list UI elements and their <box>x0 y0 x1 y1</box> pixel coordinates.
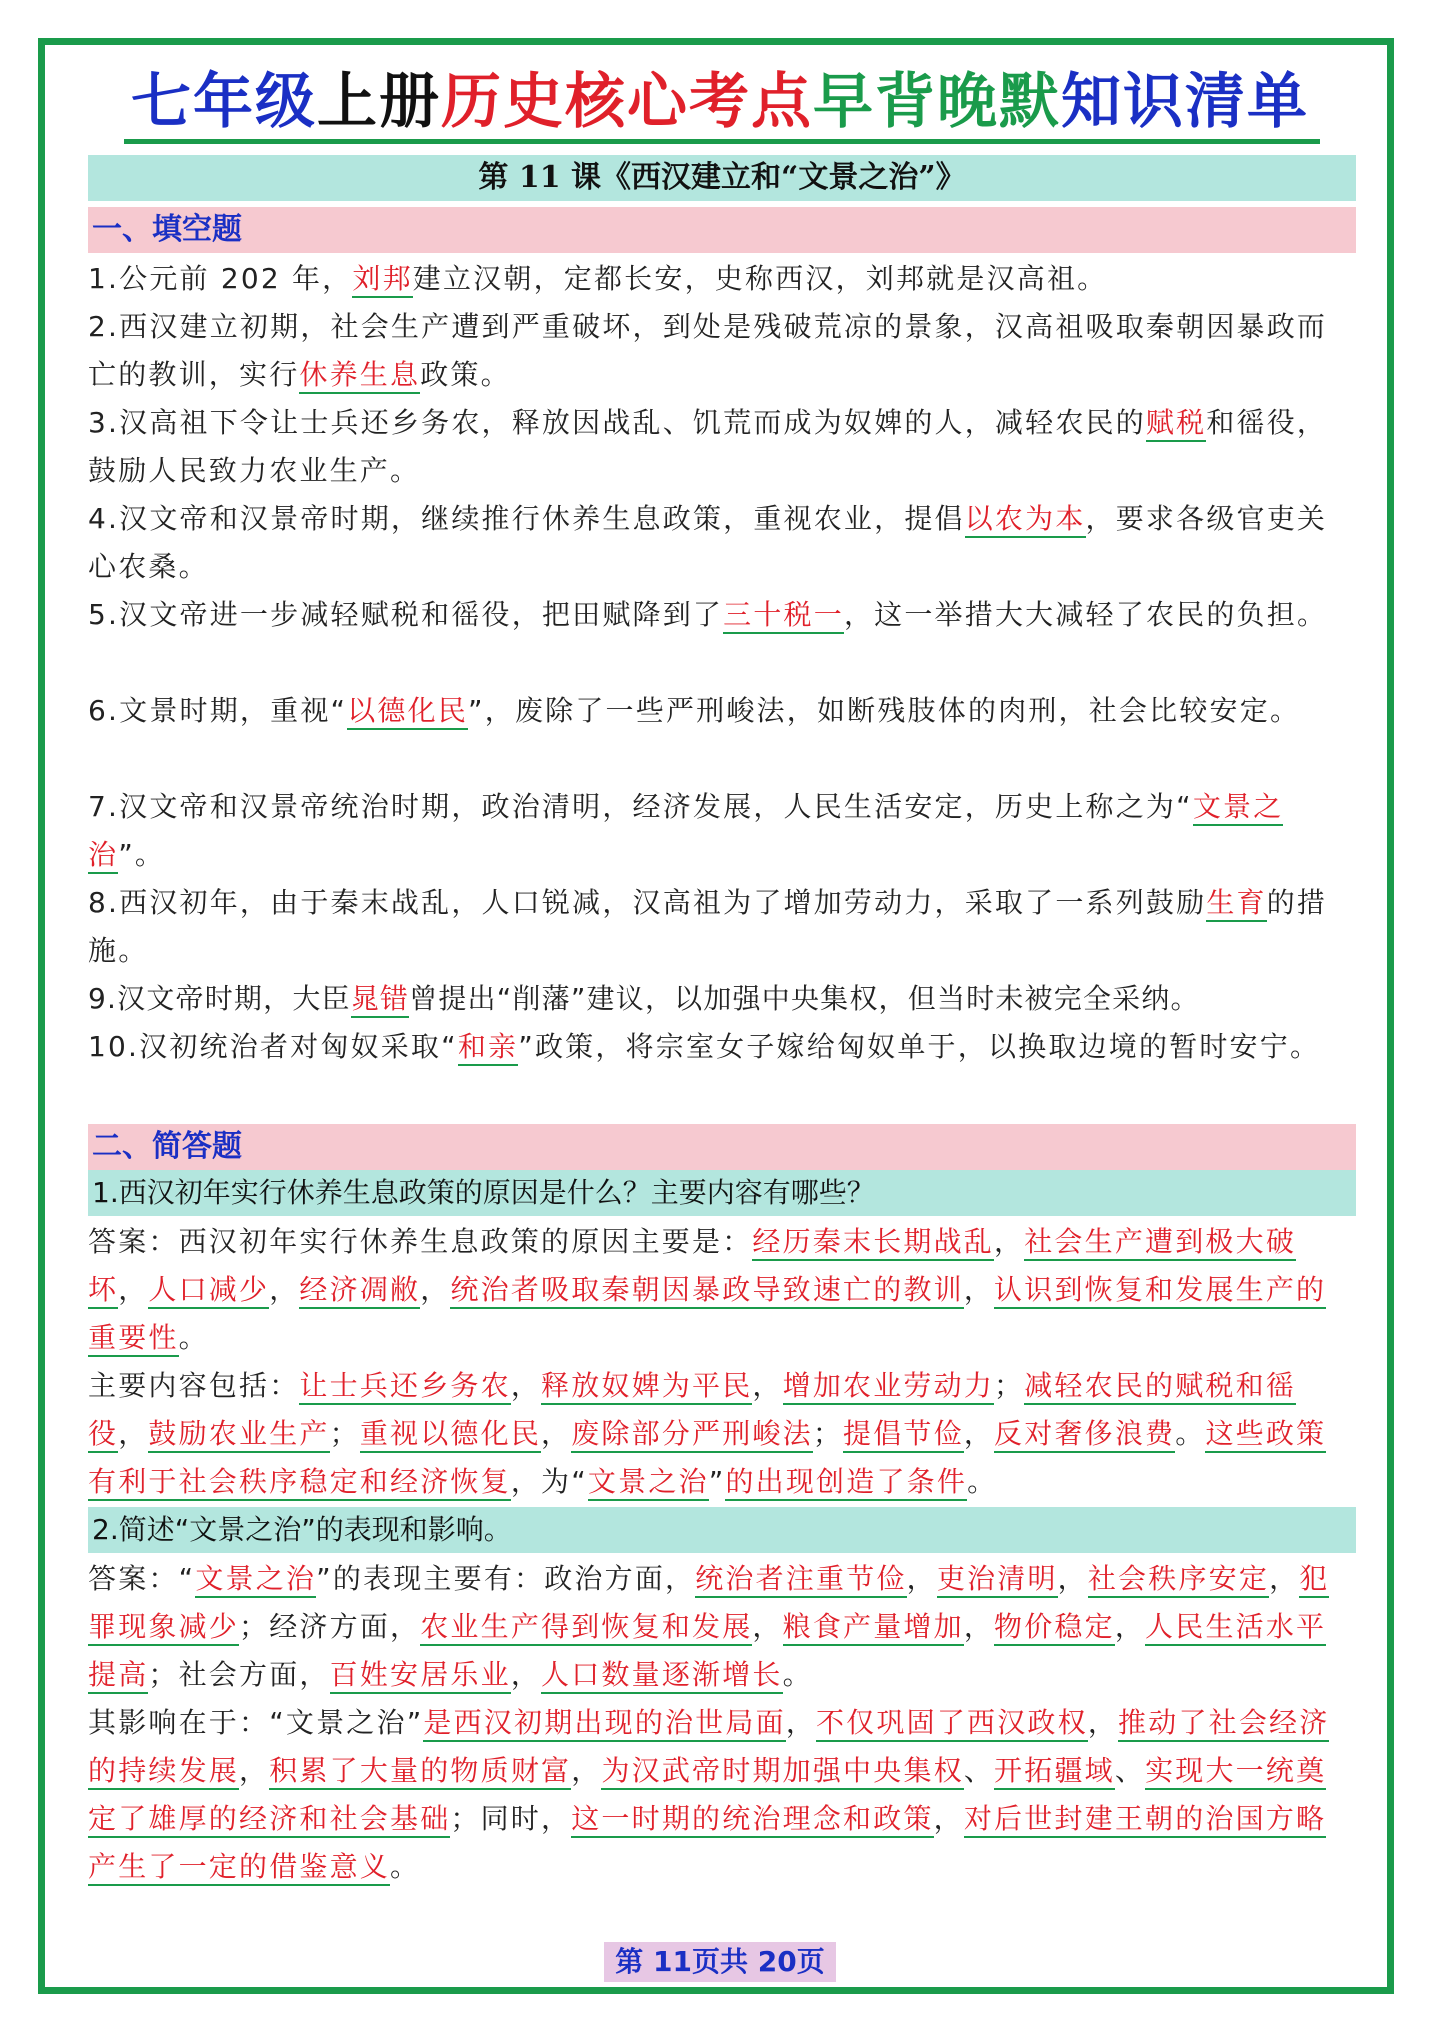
answer-point: 社会生产遭到极大破坏 <box>88 1225 1296 1309</box>
item-text: 3.汉高祖下令让士兵还乡务农，释放因战乱、饥荒而成为奴婢的人，减轻农民的 <box>88 406 1146 439</box>
section-heading-fill-blank: 一、填空题 <box>88 207 1356 253</box>
answer-point: 物价稳定 <box>994 1610 1115 1646</box>
answer-text: ；社会方面， <box>148 1658 330 1691</box>
answer-point: 鼓励农业生产 <box>148 1417 329 1453</box>
answer-point: 犯罪现象减少 <box>88 1562 1329 1646</box>
answer-point: 增加农业劳动力 <box>783 1369 994 1405</box>
section-heading-short-answer: 二、简答题 <box>88 1124 1356 1170</box>
answer-point: 统治者吸取秦朝因暴政导致速亡的教训 <box>450 1273 963 1309</box>
item-text: ”，废除了一些严刑峻法，如断残肢体的肉刑，社会比较安定。 <box>468 694 1301 727</box>
answer-point: 重视以德化民 <box>360 1417 541 1453</box>
item-answer: 晁错 <box>351 982 409 1018</box>
answer-point: 不仅巩固了西汉政权 <box>816 1706 1088 1742</box>
fill-item-7 <box>88 783 1356 879</box>
item-text: 8.西汉初年，由于秦末战乱，人口锐减，汉高祖为了增加劳动力，采取了一系列鼓励 <box>88 886 1207 919</box>
answer-point: 释放奴婢为平民 <box>541 1369 752 1405</box>
answer-point: 为汉武帝时期加强中央集权 <box>601 1754 963 1790</box>
item-text: ，要求各级官吏关心农桑。 <box>88 502 1328 583</box>
answer-text: 答案：西汉初年实行休养生息政策的原因主要是： <box>88 1225 753 1258</box>
answer-point: 人口数量逐渐增长 <box>541 1658 783 1694</box>
item-text: ”政策，将宗室女子嫁给匈奴单于，以换取边境的暂时安宁。 <box>518 1030 1321 1063</box>
item-text: 5.汉文帝进一步减轻赋税和徭役，把田赋降到了 <box>88 598 724 631</box>
answer-1-reasons: 答案：西汉初年实行休养生息政策的原因主要是：经历秦末长期战乱，社会生产遭到极大破坏，人口减少，经济凋敝，统治者吸取秦朝因暴政导致速亡的教训，认识到恢复和发展生产的重要性。 <box>88 1218 1356 1362</box>
answer-point: 这些政策有利于社会秩序稳定和经济恢复 <box>88 1417 1326 1501</box>
answer-point: 吏治清明 <box>937 1562 1058 1598</box>
question-1: 1.西汉初年实行休养生息政策的原因是什么？主要内容有哪些？ <box>88 1170 1356 1216</box>
fill-item-2 <box>88 303 1356 399</box>
item-answer: 以农为本 <box>965 502 1086 538</box>
item-text: 9.汉文帝时期，大臣 <box>88 982 351 1015</box>
answer-2-manifestations: 答案：“文景之治”的表现主要有：政治方面，统治者注重节俭，吏治清明，社会秩序安定，犯罪现象减少；经济方面，农业生产得到恢复和发展，粮食产量增加，物价稳定，人民生活水平提高；社会方面，百姓安居乐业，人口数量逐渐增长。 <box>88 1555 1356 1699</box>
answer-point: 文景之治 <box>588 1465 709 1501</box>
lesson-title: 第 11 课《西汉建立和“文景之治”》 <box>88 155 1356 201</box>
fill-item-5 <box>88 591 1356 639</box>
item-answer: 和亲 <box>458 1030 518 1066</box>
item-text: 7.汉文帝和汉景帝统治时期，政治清明，经济发展，人民生活安定，历史上称之为“ <box>88 790 1193 823</box>
item-text: 建立汉朝，定都长安，史称西汉，刘邦就是汉高祖。 <box>412 262 1108 295</box>
item-answer: 生育 <box>1206 886 1266 922</box>
answer-text: 答案：“ <box>88 1562 196 1595</box>
question-2: 2.简述“文景之治”的表现和影响。 <box>88 1507 1356 1553</box>
answer-point: 这一时期的统治理念和政策 <box>571 1802 933 1838</box>
item-text: 10.汉初统治者对匈奴采取“ <box>88 1030 458 1063</box>
answer-point: 提倡节俭 <box>843 1417 964 1453</box>
answer-point: 反对奢侈浪费 <box>994 1417 1175 1453</box>
answer-point: 开拓疆域 <box>994 1754 1115 1790</box>
answer-text: 其影响在于：“文景之治” <box>88 1706 424 1739</box>
item-text: 1.公元前 202 年， <box>88 262 353 295</box>
answer-point: 人口减少 <box>148 1273 269 1309</box>
fill-item-9 <box>88 975 1356 1023</box>
item-answer: 刘邦 <box>352 262 412 298</box>
fill-item-6 <box>88 687 1356 735</box>
title-underline <box>124 139 1320 144</box>
item-text: ，这一举措大大减轻了农民的负担。 <box>843 598 1328 631</box>
item-answer: 文景之治 <box>88 790 1283 874</box>
title-part-5: 知识清单 <box>1061 67 1309 137</box>
title-part-3: 历史核心考点 <box>441 67 813 137</box>
item-text: 曾提出“削藩”建议，以加强中央集权，但当时未被完全采纳。 <box>409 982 1200 1015</box>
answer-2-influence: 其影响在于：“文景之治”是西汉初期出现的治世局面，不仅巩固了西汉政权，推动了社会经济的持续发展，积累了大量的物质财富，为汉武帝时期加强中央集权、开拓疆域、实现大一统奠定了雄厚的经济和社会基础；同时，这一时期的统治理念和政策，对后世封建王朝的治国方略产生了一定的借鉴意义。 <box>88 1699 1356 1891</box>
answer-point: 的出现创造了条件 <box>725 1465 967 1501</box>
item-text: 政策。 <box>420 358 511 391</box>
fill-item-10 <box>88 1023 1356 1071</box>
fill-item-4 <box>88 495 1356 591</box>
answer-point: 粮食产量增加 <box>783 1610 964 1646</box>
answer-point: 积累了大量的物质财富 <box>269 1754 571 1790</box>
item-answer: 以德化民 <box>347 694 468 730</box>
item-text: 4.汉文帝和汉景帝时期，继续推行休养生息政策，重视农业，提倡 <box>88 502 965 535</box>
answer-text: ”的表现主要有：政治方面， <box>316 1562 696 1595</box>
answer-text: ；同时， <box>450 1802 572 1835</box>
answer-point: 认识到恢复和发展生产的重要性 <box>88 1273 1326 1357</box>
answer-point: 农业生产得到恢复和发展 <box>420 1610 752 1646</box>
page-number: 第 11页共 20页 <box>604 1942 836 1982</box>
answer-point: 实现大一统奠定了雄厚的经济和社会基础 <box>88 1754 1326 1838</box>
answer-point: 文景之治 <box>195 1562 316 1598</box>
answer-point: 废除部分严刑峻法 <box>571 1417 813 1453</box>
item-answer: 赋税 <box>1146 406 1206 442</box>
answer-point: 让士兵还乡务农 <box>299 1369 510 1405</box>
title-part-4: 早背晚默 <box>813 67 1061 137</box>
answer-point: 减轻农民的赋税和徭役 <box>88 1369 1296 1453</box>
item-answer: 休养生息 <box>299 358 420 394</box>
answer-text: ；经济方面， <box>239 1610 421 1643</box>
answer-point: 推动了社会经济的持续发展 <box>88 1706 1329 1790</box>
item-text: 的措施。 <box>88 886 1328 967</box>
answer-point: 是西汉初期出现的治世局面 <box>423 1706 785 1742</box>
page-title <box>0 62 1440 142</box>
answer-point: 经济凋敝 <box>299 1273 420 1309</box>
answer-text: ，为“ <box>510 1465 588 1498</box>
item-text: 和徭役，鼓励人民致力农业生产。 <box>88 406 1328 487</box>
fill-item-1 <box>88 255 1356 303</box>
title-part-1: 七年级 <box>131 67 317 137</box>
answer-point: 百姓安居乐业 <box>330 1658 511 1694</box>
fill-item-3 <box>88 399 1356 495</box>
fill-item-8 <box>88 879 1356 975</box>
answer-point: 经历秦末长期战乱 <box>752 1225 994 1261</box>
item-text: ”。 <box>118 838 166 871</box>
item-text: 2.西汉建立初期，社会生产遭到严重破坏，到处是残破荒凉的景象，汉高祖吸取秦朝因暴政而亡的教训，实行 <box>88 310 1328 391</box>
item-text: 6.文景时期，重视“ <box>88 694 348 727</box>
item-answer: 三十税一 <box>723 598 844 634</box>
answer-point: 统治者注重节俭 <box>695 1562 906 1598</box>
answer-point: 社会秩序安定 <box>1088 1562 1269 1598</box>
title-part-2: 上册 <box>317 67 441 137</box>
answer-1-contents: 主要内容包括：让士兵还乡务农，释放奴婢为平民，增加农业劳动力；减轻农民的赋税和徭役，鼓励农业生产；重视以德化民，废除部分严刑峻法；提倡节俭，反对奢侈浪费。这些政策有利于社会秩序稳定和经济恢复，为“文景之治”的出现创造了条件。 <box>88 1362 1356 1506</box>
answer-text: 主要内容包括： <box>88 1369 300 1402</box>
answer-point: 对后世封建王朝的治国方略产生了一定的借鉴意义 <box>88 1802 1326 1886</box>
answer-point: 人民生活水平提高 <box>88 1610 1326 1694</box>
